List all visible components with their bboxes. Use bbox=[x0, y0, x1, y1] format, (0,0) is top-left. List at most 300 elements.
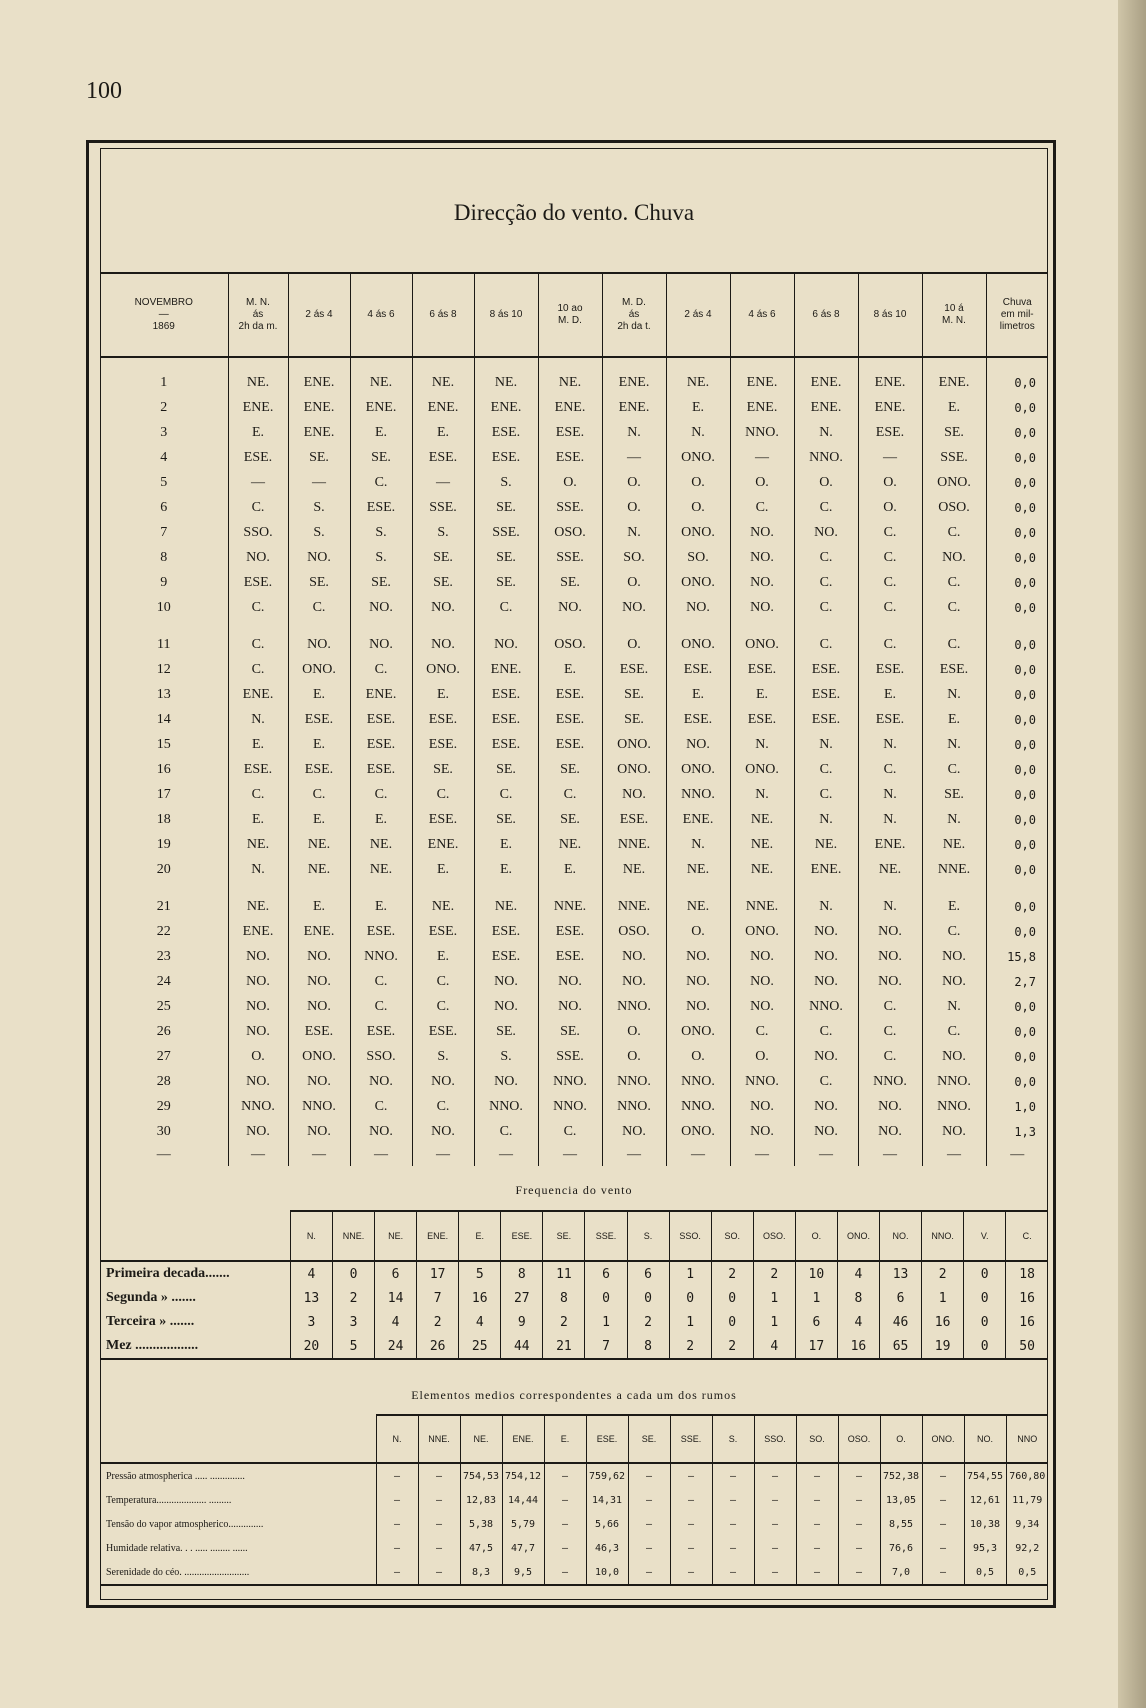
wind-cell: ENE. bbox=[666, 807, 730, 832]
wind-cell: NNO. bbox=[538, 1094, 602, 1119]
column-header: O. bbox=[880, 1415, 922, 1463]
table-row bbox=[100, 495, 1048, 520]
value-cell: — bbox=[376, 1512, 418, 1536]
wind-cell: SSE. bbox=[412, 495, 474, 520]
value-cell: — bbox=[628, 1463, 670, 1488]
value-cell: 6 bbox=[879, 1286, 921, 1310]
dash-cell: — bbox=[730, 1144, 794, 1166]
wind-cell: C. bbox=[794, 595, 858, 620]
element-label: Pressão atmospherica ..... .............. bbox=[106, 1470, 245, 1482]
value-cell: — bbox=[418, 1560, 460, 1585]
value-cell: — bbox=[628, 1560, 670, 1585]
value-cell: 1 bbox=[795, 1286, 837, 1310]
value-cell: 1 bbox=[585, 1310, 627, 1334]
wind-cell: ESE. bbox=[228, 445, 288, 470]
table-row bbox=[100, 657, 1048, 682]
column-header: ESE. bbox=[501, 1211, 543, 1261]
dash-cell: — bbox=[602, 1144, 666, 1166]
wind-cell: NO. bbox=[730, 1094, 794, 1119]
value-cell: 0 bbox=[964, 1310, 1006, 1334]
rain-cell: 0,0 bbox=[986, 682, 1048, 707]
value-cell: 0 bbox=[964, 1286, 1006, 1310]
wind-cell: NE. bbox=[602, 857, 666, 882]
column-header: NO. bbox=[879, 1211, 921, 1261]
rain-cell: 0,0 bbox=[986, 495, 1048, 520]
column-header: ONO. bbox=[922, 1415, 964, 1463]
wind-cell: NNE. bbox=[602, 832, 666, 857]
column-header: N. bbox=[290, 1211, 332, 1261]
wind-cell: NO. bbox=[858, 919, 922, 944]
wind-cell: NO. bbox=[350, 1119, 412, 1144]
wind-cell: SE. bbox=[538, 570, 602, 595]
day-cell: 28 bbox=[156, 1073, 171, 1089]
value-cell: 7,0 bbox=[880, 1560, 922, 1585]
wind-cell: NO. bbox=[666, 994, 730, 1019]
wind-cell: NE. bbox=[858, 857, 922, 882]
day-cell: 21 bbox=[156, 898, 171, 914]
value-cell: 50 bbox=[1006, 1334, 1048, 1359]
wind-cell: ESE. bbox=[412, 445, 474, 470]
wind-cell: E. bbox=[412, 857, 474, 882]
day-cell: 7 bbox=[160, 524, 168, 540]
rain-cell: 0,0 bbox=[986, 1044, 1048, 1069]
wind-cell: SE. bbox=[474, 1019, 538, 1044]
day-cell: 13 bbox=[156, 686, 171, 702]
wind-cell: ENE. bbox=[288, 919, 350, 944]
dash-cell: — bbox=[474, 1144, 538, 1166]
wind-cell: ESE. bbox=[858, 420, 922, 445]
value-cell: 10,0 bbox=[586, 1560, 628, 1585]
wind-cell: SE. bbox=[474, 545, 538, 570]
wind-cell: C. bbox=[794, 495, 858, 520]
wind-cell: SE. bbox=[288, 445, 350, 470]
wind-cell: NO. bbox=[730, 545, 794, 570]
wind-cell: C. bbox=[228, 657, 288, 682]
wind-cell: E. bbox=[350, 807, 412, 832]
value-cell: — bbox=[796, 1560, 838, 1585]
value-cell: 6 bbox=[627, 1261, 669, 1286]
value-cell: 4 bbox=[290, 1261, 332, 1286]
value-cell: — bbox=[670, 1560, 712, 1585]
value-cell: 11,79 bbox=[1006, 1488, 1048, 1512]
wind-cell: NO. bbox=[288, 545, 350, 570]
value-cell: 21 bbox=[543, 1334, 585, 1359]
value-cell: 5 bbox=[332, 1334, 374, 1359]
wind-cell: E. bbox=[228, 807, 288, 832]
wind-cell: ESE. bbox=[858, 657, 922, 682]
book-spine bbox=[1118, 0, 1146, 1708]
wind-cell: ONO. bbox=[666, 570, 730, 595]
column-header: ENE. bbox=[502, 1415, 544, 1463]
column-header: NNO. bbox=[922, 1211, 964, 1261]
value-cell: 2 bbox=[711, 1261, 753, 1286]
column-header: SSE. bbox=[670, 1415, 712, 1463]
wind-cell: NE. bbox=[474, 882, 538, 919]
wind-cell: C. bbox=[858, 570, 922, 595]
wind-cell: NE. bbox=[350, 857, 412, 882]
wind-cell: ESE. bbox=[474, 682, 538, 707]
period-label: Mez .................. bbox=[100, 1334, 290, 1359]
wind-cell: O. bbox=[602, 570, 666, 595]
rain-cell: 0,0 bbox=[986, 445, 1048, 470]
table-row bbox=[100, 757, 1048, 782]
wind-cell: NO. bbox=[412, 1069, 474, 1094]
value-cell: — bbox=[628, 1488, 670, 1512]
wind-cell: ESE. bbox=[538, 944, 602, 969]
wind-cell: NE. bbox=[350, 357, 412, 395]
wind-cell: O. bbox=[666, 1044, 730, 1069]
value-cell: 46 bbox=[879, 1310, 921, 1334]
wind-cell: OSO. bbox=[922, 495, 986, 520]
wind-cell: NE. bbox=[228, 882, 288, 919]
period-label: Primeira decada....... bbox=[106, 1266, 230, 1281]
wind-cell: ESE. bbox=[538, 682, 602, 707]
wind-cell: NNO. bbox=[858, 1069, 922, 1094]
wind-cell: N. bbox=[228, 857, 288, 882]
wind-cell: NO. bbox=[228, 1019, 288, 1044]
wind-cell: ESE. bbox=[412, 919, 474, 944]
wind-cell: O. bbox=[602, 1044, 666, 1069]
wind-cell: NE. bbox=[412, 357, 474, 395]
value-cell: — bbox=[418, 1463, 460, 1488]
table-row bbox=[100, 994, 1048, 1019]
day-cell: 30 bbox=[156, 1123, 171, 1139]
wind-cell: C. bbox=[474, 595, 538, 620]
freq-header-row bbox=[100, 1211, 1048, 1261]
value-cell: 9,5 bbox=[502, 1560, 544, 1585]
wind-cell: SE. bbox=[288, 570, 350, 595]
wind-cell: C. bbox=[922, 595, 986, 620]
value-cell: 26 bbox=[417, 1334, 459, 1359]
wind-cell: C. bbox=[922, 757, 986, 782]
wind-cell: ESE. bbox=[730, 657, 794, 682]
table-row bbox=[100, 395, 1048, 420]
table-row bbox=[100, 969, 1048, 994]
element-label: Humidade relativa. . . ..... ........ ...... bbox=[106, 1542, 248, 1554]
value-cell: — bbox=[376, 1536, 418, 1560]
wind-cell: S. bbox=[474, 470, 538, 495]
wind-cell: C. bbox=[412, 782, 474, 807]
day-cell: 1 bbox=[160, 374, 168, 390]
frequency-title: Frequencia do vento bbox=[515, 1183, 633, 1197]
wind-cell: NNO. bbox=[666, 782, 730, 807]
elements-title: Elementos medios correspondentes a cada um dos rumos bbox=[411, 1388, 737, 1402]
wind-cell: ESE. bbox=[288, 757, 350, 782]
wind-cell: SO. bbox=[666, 545, 730, 570]
wind-cell: C. bbox=[858, 1044, 922, 1069]
wind-cell: C. bbox=[730, 495, 794, 520]
value-cell: 0 bbox=[627, 1286, 669, 1310]
wind-cell: ESE. bbox=[350, 1019, 412, 1044]
value-cell: — bbox=[838, 1536, 880, 1560]
wind-cell: C. bbox=[922, 520, 986, 545]
value-cell: 0 bbox=[711, 1310, 753, 1334]
value-cell: 8 bbox=[543, 1286, 585, 1310]
wind-cell: ONO. bbox=[922, 470, 986, 495]
column-header: E. bbox=[459, 1211, 501, 1261]
wind-cell: NO. bbox=[602, 944, 666, 969]
element-label: Temperatura.................... ......... bbox=[106, 1494, 232, 1506]
value-cell: 0,5 bbox=[964, 1560, 1006, 1585]
table-row bbox=[100, 682, 1048, 707]
value-cell: 754,12 bbox=[502, 1463, 544, 1488]
column-header: SSE. bbox=[585, 1211, 627, 1261]
wind-cell: E. bbox=[922, 707, 986, 732]
wind-cell: NE. bbox=[350, 832, 412, 857]
wind-cell: N. bbox=[858, 732, 922, 757]
wind-cell: SE. bbox=[350, 570, 412, 595]
wind-cell: OSO. bbox=[538, 620, 602, 657]
wind-cell: E. bbox=[412, 944, 474, 969]
wind-cell: NO. bbox=[794, 1119, 858, 1144]
value-cell: 2 bbox=[669, 1334, 711, 1359]
wind-cell: SE. bbox=[474, 570, 538, 595]
wind-cell: S. bbox=[350, 520, 412, 545]
table-row bbox=[100, 732, 1048, 757]
value-cell: 13,05 bbox=[880, 1488, 922, 1512]
wind-cell: S. bbox=[350, 545, 412, 570]
rain-cell: 15,8 bbox=[986, 944, 1048, 969]
wind-cell: N. bbox=[602, 520, 666, 545]
value-cell: 8 bbox=[837, 1286, 879, 1310]
wind-cell: ESE. bbox=[666, 707, 730, 732]
wind-cell: NO. bbox=[474, 994, 538, 1019]
value-cell: — bbox=[628, 1512, 670, 1536]
wind-cell: NO. bbox=[288, 620, 350, 657]
wind-cell: E. bbox=[350, 882, 412, 919]
value-cell: 95,3 bbox=[964, 1536, 1006, 1560]
rain-cell: 0,0 bbox=[986, 520, 1048, 545]
wind-cell: C. bbox=[228, 595, 288, 620]
value-cell: — bbox=[670, 1488, 712, 1512]
value-cell: 5,38 bbox=[460, 1512, 502, 1536]
column-header: SO. bbox=[796, 1415, 838, 1463]
value-cell: 4 bbox=[459, 1310, 501, 1334]
value-cell: 16 bbox=[922, 1310, 964, 1334]
wind-cell: NO. bbox=[350, 1069, 412, 1094]
table-row bbox=[100, 1488, 1048, 1512]
value-cell: 7 bbox=[585, 1334, 627, 1359]
value-cell: 2 bbox=[922, 1261, 964, 1286]
rain-cell: 0,0 bbox=[986, 857, 1048, 882]
wind-cell: NE. bbox=[538, 357, 602, 395]
rain-cell: 0,0 bbox=[986, 832, 1048, 857]
wind-cell: NNE. bbox=[538, 882, 602, 919]
day-cell: 5 bbox=[160, 474, 168, 490]
wind-cell: ESE. bbox=[228, 757, 288, 782]
wind-cell: N. bbox=[730, 732, 794, 757]
wind-cell: NO. bbox=[666, 969, 730, 994]
value-cell: 1 bbox=[669, 1310, 711, 1334]
wind-cell: C. bbox=[858, 595, 922, 620]
wind-cell: SSE. bbox=[538, 495, 602, 520]
value-cell: 0 bbox=[585, 1286, 627, 1310]
wind-cell: NO. bbox=[474, 1069, 538, 1094]
column-header: O. bbox=[795, 1211, 837, 1261]
wind-cell: ONO. bbox=[730, 919, 794, 944]
value-cell: 16 bbox=[459, 1286, 501, 1310]
wind-cell: E. bbox=[228, 732, 288, 757]
rain-cell: 0,0 bbox=[986, 657, 1048, 682]
value-cell: 2 bbox=[417, 1310, 459, 1334]
value-cell: — bbox=[376, 1560, 418, 1585]
wind-cell: ONO. bbox=[666, 1119, 730, 1144]
value-cell: — bbox=[670, 1536, 712, 1560]
value-cell: 16 bbox=[1006, 1310, 1048, 1334]
value-cell: 8 bbox=[501, 1261, 543, 1286]
wind-cell: ESE. bbox=[350, 495, 412, 520]
value-cell: 6 bbox=[795, 1310, 837, 1334]
wind-cell: NE. bbox=[730, 807, 794, 832]
wind-cell: NO. bbox=[288, 969, 350, 994]
wind-cell: E. bbox=[474, 857, 538, 882]
table-row bbox=[100, 1560, 1048, 1585]
wind-cell: SE. bbox=[350, 445, 412, 470]
wind-cell: O. bbox=[858, 470, 922, 495]
wind-cell: C. bbox=[858, 545, 922, 570]
wind-cell: NO. bbox=[922, 1044, 986, 1069]
mean-elements-table bbox=[100, 1414, 1048, 1586]
table-row bbox=[100, 807, 1048, 832]
value-cell: 17 bbox=[417, 1261, 459, 1286]
wind-cell: ESE. bbox=[350, 707, 412, 732]
wind-cell: NNE. bbox=[730, 882, 794, 919]
value-cell: — bbox=[418, 1488, 460, 1512]
value-cell: — bbox=[544, 1512, 586, 1536]
value-cell: 0 bbox=[669, 1286, 711, 1310]
wind-cell: E. bbox=[288, 732, 350, 757]
wind-cell: C. bbox=[350, 994, 412, 1019]
value-cell: 1 bbox=[753, 1286, 795, 1310]
wind-cell: ENE. bbox=[350, 395, 412, 420]
wind-cell: ESE. bbox=[228, 570, 288, 595]
value-cell: 47,5 bbox=[460, 1536, 502, 1560]
wind-cell: ESE. bbox=[412, 1019, 474, 1044]
wind-cell: OSO. bbox=[538, 520, 602, 545]
wind-cell: C. bbox=[228, 620, 288, 657]
wind-cell: NO. bbox=[228, 969, 288, 994]
table-row bbox=[100, 1119, 1048, 1144]
table-row bbox=[100, 857, 1048, 882]
wind-cell: C. bbox=[794, 1069, 858, 1094]
wind-cell: O. bbox=[794, 470, 858, 495]
wind-cell: ONO. bbox=[288, 657, 350, 682]
wind-cell: NE. bbox=[730, 832, 794, 857]
wind-cell: N. bbox=[794, 807, 858, 832]
wind-cell: N. bbox=[858, 882, 922, 919]
wind-cell: NO. bbox=[730, 520, 794, 545]
wind-cell: N. bbox=[228, 707, 288, 732]
wind-cell: NO. bbox=[228, 1119, 288, 1144]
table-row bbox=[100, 882, 1048, 919]
wind-cell: NO. bbox=[858, 1119, 922, 1144]
rain-cell: 0,0 bbox=[986, 1069, 1048, 1094]
wind-cell: NO. bbox=[228, 1069, 288, 1094]
rain-cell: 0,0 bbox=[986, 545, 1048, 570]
day-cell: 25 bbox=[156, 998, 171, 1014]
column-header: M. N. ás 2h da m. bbox=[228, 273, 288, 357]
wind-cell: ESE. bbox=[474, 919, 538, 944]
value-cell: — bbox=[922, 1488, 964, 1512]
value-cell: — bbox=[544, 1488, 586, 1512]
wind-cell: SE. bbox=[474, 757, 538, 782]
wind-cell: SE. bbox=[412, 570, 474, 595]
value-cell: — bbox=[544, 1560, 586, 1585]
table-row bbox=[100, 944, 1048, 969]
day-cell: 26 bbox=[156, 1023, 171, 1039]
dash-cell: — bbox=[922, 1144, 986, 1166]
wind-cell: NNO. bbox=[602, 1094, 666, 1119]
wind-cell: NO. bbox=[666, 595, 730, 620]
table-row bbox=[100, 545, 1048, 570]
value-cell: 14 bbox=[375, 1286, 417, 1310]
wind-cell: ESE. bbox=[474, 420, 538, 445]
value-cell: 2 bbox=[332, 1286, 374, 1310]
wind-cell: ENE. bbox=[922, 357, 986, 395]
wind-cell: ESE. bbox=[288, 1019, 350, 1044]
wind-cell: ENE. bbox=[288, 420, 350, 445]
table-row bbox=[100, 1069, 1048, 1094]
value-cell: — bbox=[754, 1463, 796, 1488]
wind-cell: ESE. bbox=[538, 420, 602, 445]
rain-cell: 0,0 bbox=[986, 395, 1048, 420]
wind-cell: ENE. bbox=[228, 919, 288, 944]
value-cell: — bbox=[838, 1512, 880, 1536]
value-cell: — bbox=[922, 1463, 964, 1488]
wind-cell: — bbox=[602, 445, 666, 470]
wind-cell: NO. bbox=[288, 944, 350, 969]
wind-cell: O. bbox=[858, 495, 922, 520]
dash-cell: — bbox=[228, 1144, 288, 1166]
value-cell: — bbox=[712, 1560, 754, 1585]
value-cell: 9,34 bbox=[1006, 1512, 1048, 1536]
main-header-row bbox=[100, 273, 1048, 357]
wind-cell: SE. bbox=[602, 682, 666, 707]
value-cell: 16 bbox=[1006, 1286, 1048, 1310]
wind-cell: ONO. bbox=[666, 620, 730, 657]
wind-cell: N. bbox=[922, 994, 986, 1019]
wind-cell: NNO. bbox=[228, 1094, 288, 1119]
table-row bbox=[100, 1536, 1048, 1560]
wind-frequency-table bbox=[100, 1210, 1048, 1360]
wind-cell: N. bbox=[730, 782, 794, 807]
wind-cell: ESE. bbox=[538, 707, 602, 732]
value-cell: 6 bbox=[585, 1261, 627, 1286]
wind-cell: ESE. bbox=[412, 732, 474, 757]
wind-cell: NE. bbox=[794, 832, 858, 857]
wind-cell: NO. bbox=[794, 944, 858, 969]
wind-cell: ESE. bbox=[350, 732, 412, 757]
wind-cell: C. bbox=[794, 782, 858, 807]
value-cell: 12,61 bbox=[964, 1488, 1006, 1512]
value-cell: — bbox=[838, 1463, 880, 1488]
wind-cell: NO. bbox=[922, 1119, 986, 1144]
wind-cell: NE. bbox=[666, 857, 730, 882]
value-cell: 11 bbox=[543, 1261, 585, 1286]
wind-cell: NO. bbox=[228, 545, 288, 570]
value-cell: 5,79 bbox=[502, 1512, 544, 1536]
wind-cell: ENE. bbox=[794, 857, 858, 882]
value-cell: — bbox=[712, 1488, 754, 1512]
wind-cell: ENE. bbox=[288, 395, 350, 420]
value-cell: 2 bbox=[711, 1334, 753, 1359]
wind-cell: OSO. bbox=[602, 919, 666, 944]
value-cell: 8,3 bbox=[460, 1560, 502, 1585]
column-header: 4 ás 6 bbox=[730, 273, 794, 357]
wind-cell: ENE. bbox=[228, 395, 288, 420]
wind-cell: C. bbox=[474, 782, 538, 807]
value-cell: — bbox=[796, 1536, 838, 1560]
